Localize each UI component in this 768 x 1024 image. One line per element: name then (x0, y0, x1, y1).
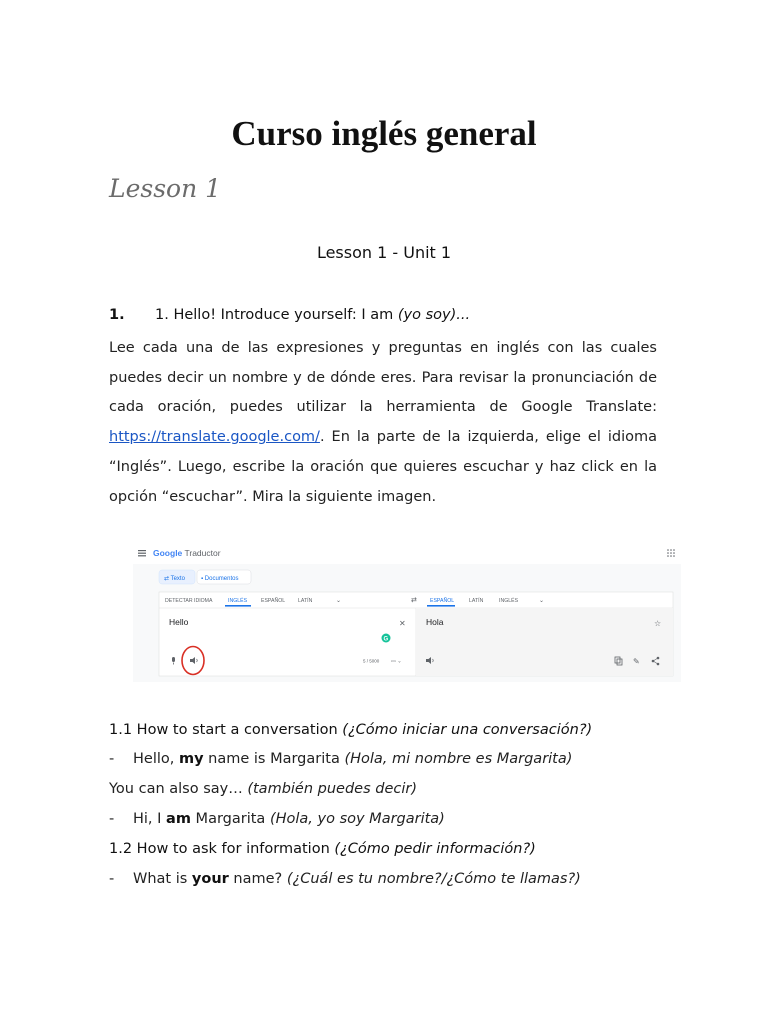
line-4-text-c: name? (228, 871, 287, 887)
edit-pencil-icon[interactable]: ✎ (633, 657, 640, 666)
section-1-2-heading (109, 841, 536, 857)
line-2-text: You can also say… (109, 781, 248, 797)
svg-text:ESPAÑOL LATÍN INGLÉS (430, 597, 519, 604)
line-1-text-c: name is Margarita (203, 751, 345, 767)
line-3-italic: (Hola, yo soy Margarita) (269, 811, 445, 827)
line-1-bold: my (178, 751, 204, 767)
section-1-text: 1. Hello! Introduce yourself: I am (155, 307, 394, 323)
line-4-bold: your (191, 871, 229, 887)
tgt-lang-english[interactable]: INGLÉS (499, 598, 519, 604)
swap-languages-icon[interactable]: ⇄ (411, 596, 417, 604)
svg-text:Google Traductor (153, 548, 221, 558)
section-1-2-label: 1.2 How to ask for information (109, 841, 330, 857)
bullet-dash: - (109, 871, 115, 887)
tgt-chevron-icon[interactable]: ⌄ (539, 597, 545, 604)
line-4-text-a: What is (133, 871, 192, 887)
example-line-4 (109, 871, 581, 887)
section-1-2-italic: (¿Cómo pedir información?) (334, 841, 536, 857)
grammarly-icon (382, 634, 391, 643)
google-translate-screenshot (133, 538, 681, 682)
example-line-2 (109, 781, 417, 797)
document-title: Curso inglés general (231, 114, 537, 153)
svg-text:G: G (383, 636, 389, 643)
translated-text: Hola (426, 617, 444, 627)
star-icon[interactable]: ☆ (654, 619, 662, 628)
source-text[interactable]: Hello (169, 617, 189, 627)
src-lang-detect[interactable]: DETECTAR IDIOMA (165, 598, 213, 604)
unit-heading: Lesson 1 - Unit 1 (316, 243, 452, 262)
instructions-paragraph (109, 334, 657, 512)
brand-google: Google (153, 548, 183, 558)
section-1-italic: (yo soy)... (397, 307, 471, 323)
line-1-italic: (Hola, mi nombre es Margarita) (344, 751, 573, 767)
menu-icon (138, 550, 146, 556)
line-3-bold: am (166, 811, 191, 827)
bullet-dash: - (109, 751, 115, 767)
tgt-lang-latin[interactable]: LATÍN (469, 598, 484, 604)
clear-text-icon[interactable]: ✕ (399, 619, 406, 628)
line-4-italic: (¿Cuál es tu nombre?/¿Cómo te llamas?) (286, 871, 581, 887)
google-translate-link[interactable]: https://translate.google.com/ (109, 429, 320, 446)
line-1-text-a: Hello, (133, 751, 179, 767)
section-1-1-italic: (¿Cómo iniciar una conversación?) (342, 722, 593, 738)
brand-traductor: Traductor (184, 548, 221, 558)
keyboard-icon[interactable]: ▭ ⌄ (391, 658, 402, 665)
example-line-3 (109, 811, 445, 827)
lesson-heading: Lesson 1 (109, 174, 222, 203)
section-1-heading (109, 307, 470, 323)
section-1-number: 1. (109, 307, 125, 323)
line-2-italic: (también puedes decir) (247, 781, 417, 797)
svg-text:▪ Documentos: ▪ Documentos (201, 576, 239, 582)
line-3-text-c: Margarita (190, 811, 270, 827)
tab-text-label: Texto (170, 576, 185, 582)
svg-text:⇄ Texto: ⇄ Texto (164, 576, 185, 582)
bullet-dash: - (109, 811, 115, 827)
src-lang-spanish[interactable]: ESPAÑOL (261, 598, 285, 604)
paragraph-text-1: Lee cada una de las expresiones y preguntas en inglés con las cuales puedes decir un nombre y de dónde eres. Para revisar la pronunciación de cada oración, puedes utilizar la herramienta de Google Translate: (109, 340, 657, 416)
tab-documents-label: Documentos (204, 576, 239, 582)
section-1-1-heading (109, 722, 592, 738)
src-lang-latin[interactable]: LATÍN (298, 598, 313, 604)
tgt-lang-spanish[interactable]: ESPAÑOL (430, 598, 454, 604)
src-chevron-icon[interactable]: ⌄ (336, 597, 342, 604)
paragraph-text-2: . En la parte de la izquierda, elige el idioma “Inglés”. Luego, escribe la oración que quieres escuchar y haz click en la opción “escuchar”. Mira la siguiente imagen. (109, 429, 657, 505)
src-lang-english[interactable]: INGLÉS (228, 598, 248, 604)
character-count: 5 / 5000 (363, 658, 380, 664)
example-line-1 (109, 751, 572, 767)
line-3-text-a: Hi, I (133, 811, 167, 827)
apps-grid-icon (667, 549, 675, 557)
section-1-1-label: 1.1 How to start a conversation (109, 722, 338, 738)
